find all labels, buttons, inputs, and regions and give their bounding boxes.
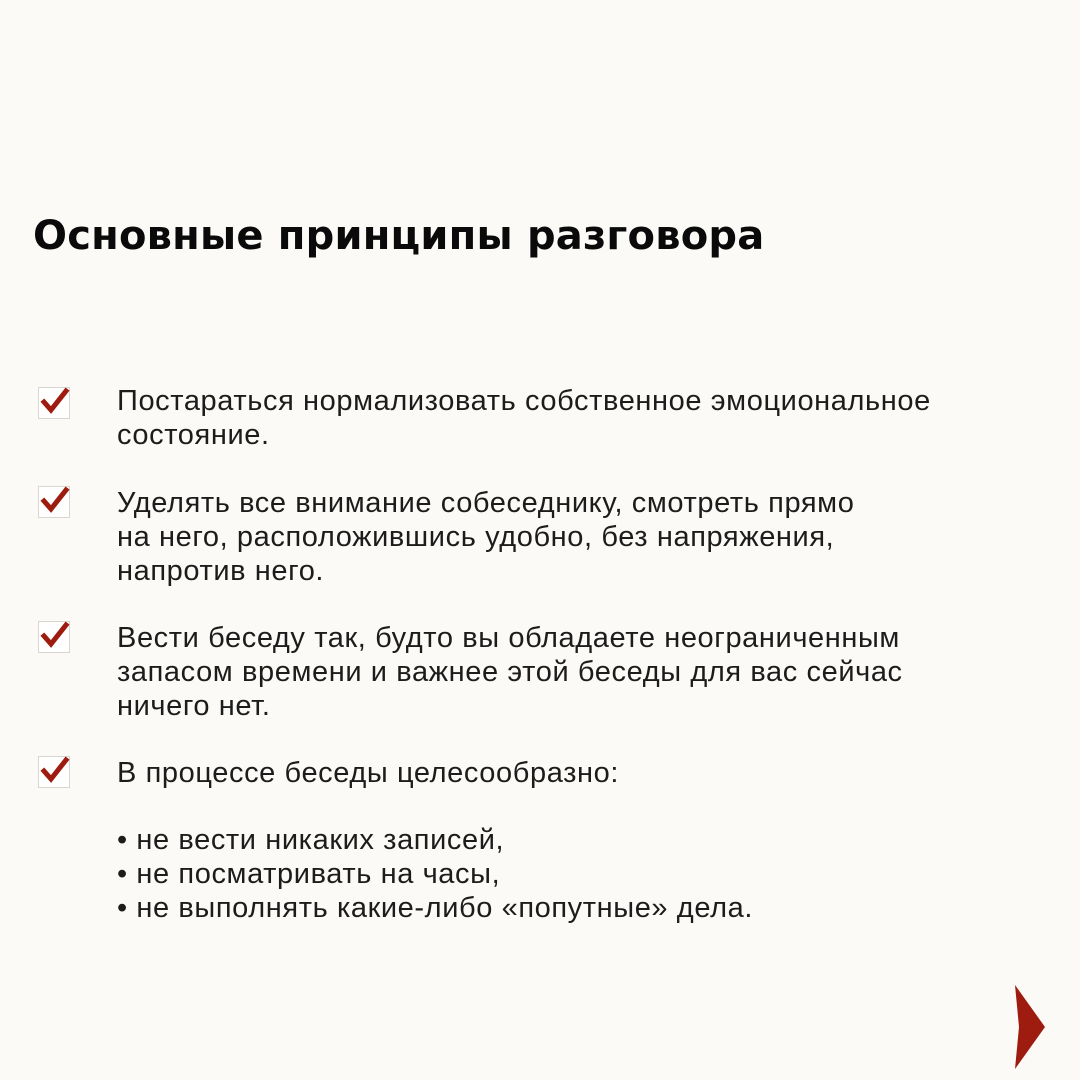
item-line: Уделять все внимание собеседнику, смотреть прямо bbox=[117, 487, 855, 519]
item-line: Вести беседу так, будто вы обладаете неограниченным bbox=[117, 622, 900, 654]
item-text bbox=[117, 384, 1037, 452]
checkbox bbox=[38, 387, 70, 419]
item-line: Постараться нормализовать собственное эмоциональное bbox=[117, 385, 931, 417]
checkmark-icon bbox=[38, 484, 72, 518]
item-line: напротив него. bbox=[117, 555, 325, 587]
page-title: Основные принципы разговора bbox=[33, 213, 765, 259]
bullet-list bbox=[117, 823, 753, 925]
checkbox bbox=[38, 486, 70, 518]
item-line: на него, расположившись удобно, без напряжения, bbox=[117, 521, 835, 553]
item-text bbox=[117, 621, 1037, 723]
bullet-item: • не выполнять какие-либо «попутные» дела. bbox=[117, 892, 753, 924]
bullet-item: • не вести никаких записей, bbox=[117, 824, 505, 856]
item-text bbox=[117, 486, 1037, 588]
checkbox bbox=[38, 756, 70, 788]
bullet-item: • не посматривать на часы, bbox=[117, 858, 501, 890]
item-line: запасом времени и важнее этой беседы для вас сейчас bbox=[117, 656, 903, 688]
item-text bbox=[117, 756, 1037, 790]
item-line: В процессе беседы целесообразно: bbox=[117, 757, 620, 789]
checkbox bbox=[38, 621, 70, 653]
checkmark-icon bbox=[38, 619, 72, 653]
checkmark-icon bbox=[38, 754, 72, 788]
checkmark-icon bbox=[38, 385, 72, 419]
item-line: ничего нет. bbox=[117, 690, 271, 722]
item-line: состояние. bbox=[117, 419, 270, 451]
next-arrow-icon[interactable] bbox=[1015, 985, 1047, 1069]
